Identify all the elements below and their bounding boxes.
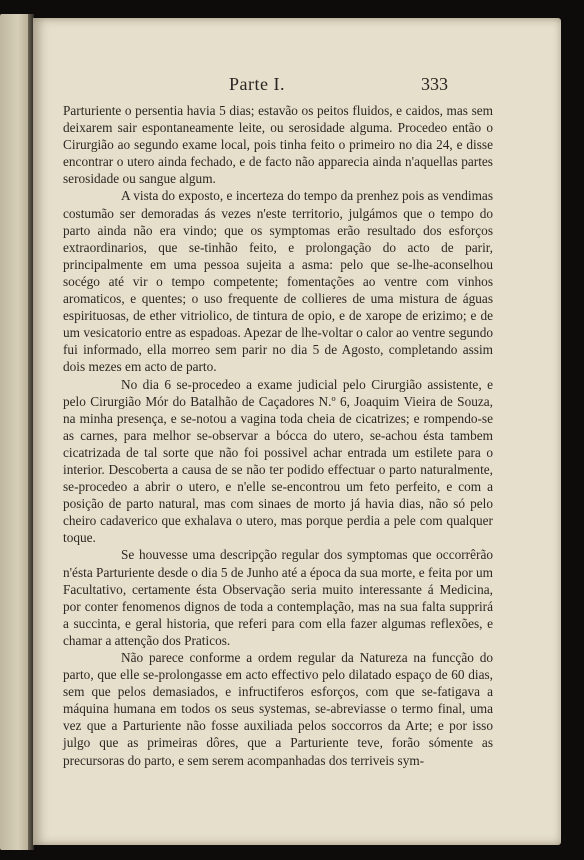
paragraph-1: Parturiente o persentia havia 5 dias; estavão os peitos fluidos, e caidos, mas sem deixarem sair espontaneamente leite, ou serosidade alguma. Procedeo então o Cirurgião ao segundo exame local, pois tinha feito o primeiro no dia 24, e disse encontrar o utero ainda fechado, e de facto não apparecia ainda n'aquellas partes serosidade ou sangue algum. bbox=[63, 103, 493, 187]
paragraph-2: A vista do exposto, e incerteza do tempo da prenhez pois as vendimas costumão ser demoradas ás vezes n'este territorio, julgámos que o tempo do parto ainda não era vindo; que os symptomas erão resultado dos esforços extraordinarios, que se-tinhão feito, e prolongação do acto de parir, principalmente em uma pessoa sujeita a asma: pelo que se-lhe-aconselhou socégo até vir o tempo competente; fomentações ao ventre com vinhos aromaticos, e quentes; o uso frequente de collieres de uma mistura de águas espirituosas, de ether vitriolico, de tintura de opio, e de xarope de erizimo; e de um vesicatorio entre as espadoas. Apezar de lhe-voltar o calor ao ventre segundo fui informado, ella morreo sem parir no dia 5 de Agosto, completando assim dois mezes em acto de parto. bbox=[63, 188, 493, 375]
paragraph-4: Se houvesse uma descripção regular dos symptomas que occorrêrão n'ésta Parturiente desde o dia 5 de Junho até a época da sua morte, e feita por um Facultativo, certamente ésta Observação seria muito interessante á Medicina, por conter fenomenos dignos de toda a contemplação, mas na sua falta supprirá a succinta, e geral historia, que referi para com ella fazer algumas reflexões, e chamar a attenção dos Praticos. bbox=[63, 547, 493, 648]
paragraph-5: Não parece conforme a ordem regular da Natureza na funcção do parto, que elle se-prolongasse em acto effectivo pelo dilatado espaço de 60 dias, sem que pelos demasiados, e infructiferos esforços, com que se-fatigava a máquina humana em todos os seus systemas, se-abreviasse o termo final, uma vez que a Parturiente não fosse auxiliada pelos soccorros da Arte; e por isso julgo que as primeiras dôres, que a Parturiente teve, forão sómente as precursoras do parto, e sem serem acompanhadas dos terriveis sym- bbox=[63, 650, 493, 768]
running-head: Parte I. bbox=[229, 74, 285, 94]
paragraph-3: No dia 6 se-procedeo a exame judicial pelo Cirurgião assistente, e pelo Cirurgião Mór do Batalhão de Caçadores N.º 6, Joaquim Vieira de Souza, na minha presença, e se-notou a vagina toda cheia de cicatrizes; e rompendo-se as carnes, para melhor se-observar a bócca do utero, se-achou ésta tambem cicatrizada de tal sorte que não foi possivel achar entrada um estilete para o interior. Descoberta a causa de se não ter podido effectuar o parto naturalmente, se-procedeo a abrir o utero, e n'elle se-encontrou um feto perfeito, e com a posição de parto natural, mas com sinaes de morto já havia dias, não só pelo cheiro cadaverico que exhalava o utero, mas porque perdia a pele com qualquer toque. bbox=[63, 376, 493, 546]
page-number: 333 bbox=[421, 74, 448, 94]
page-header bbox=[33, 72, 561, 98]
book-page bbox=[33, 18, 561, 845]
body-text bbox=[63, 102, 493, 769]
facing-page-edge bbox=[0, 14, 30, 850]
